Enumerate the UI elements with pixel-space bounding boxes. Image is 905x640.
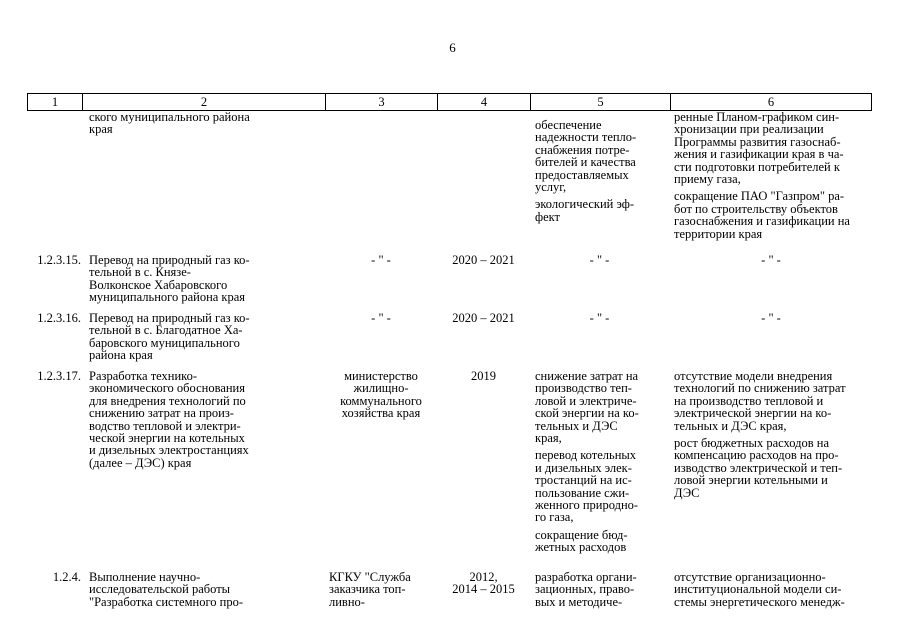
row-period: 2020 – 2021 <box>452 253 515 267</box>
header-col-6: 6 <box>767 95 775 109</box>
result-paragraph: сокращение бюд- жетных расходов <box>535 527 628 555</box>
row-period: 2020 – 2021 <box>452 311 515 325</box>
result-paragraph: перевод котельных и дизельных элек- тростанций на ис- пользование сжи- женного природно- го газа, <box>535 448 639 525</box>
row-name: Выполнение научно- исследовательской работы "Разработка системного про- <box>89 570 243 609</box>
row-executor: - " - <box>371 253 391 267</box>
header-col-1: 1 <box>28 94 83 110</box>
result-paragraph: - " - <box>589 253 610 267</box>
row-consequence <box>670 571 870 613</box>
table-row <box>27 254 870 304</box>
table-header <box>27 93 872 111</box>
header-col-2: 2 <box>83 94 326 110</box>
header-col-5: 5 <box>531 94 671 110</box>
result-paragraph: снижение затрат на производство теп- ловой и электриче- ской энергии на ко- тельных и ДЭС края, <box>535 369 639 446</box>
row-result <box>530 370 670 559</box>
row-executor: КГКУ "Служба заказчика топ- ливно- <box>329 570 411 609</box>
row-executor: - " - <box>371 311 391 325</box>
row-number: 1.2.3.17. <box>37 369 81 383</box>
row-executor: министерство жилищно- коммунального хозяйства края <box>340 369 422 421</box>
row-period: 2012, 2014 – 2015 <box>452 570 515 597</box>
consequence-paragraph: - " - <box>761 253 781 267</box>
row-name: Перевод на природный газ ко- тельной в с. Благодатное Ха- баровского муниципального района края <box>89 311 250 363</box>
row-period: 2019 <box>471 369 496 383</box>
row-consequence <box>670 254 870 271</box>
result-paragraph: разработка органи- зационных, право- вых и методиче- <box>535 570 637 609</box>
header-col-3: 3 <box>326 94 438 110</box>
table-row <box>27 111 870 245</box>
row-name: Перевод на природный газ ко- тельной в с. Князе- Волконское Хабаровского муниципального района края <box>89 253 250 305</box>
row-name: ского муниципального района края <box>89 110 250 137</box>
row-consequence <box>670 312 870 329</box>
row-number: 1.2.3.15. <box>37 253 81 267</box>
table-row <box>27 370 870 559</box>
consequence-paragraph: рост бюджетных расходов на компенсацию расходов на про- изводство электрической и теп- ловой энергии котельными и ДЭС <box>674 436 843 500</box>
consequence-paragraph: отсутствие модели внедрения технологий по снижению затрат на производство тепловой и электрической энергии на ко- тельных и ДЭС края, <box>674 369 846 433</box>
result-paragraph: экологический эф- фект <box>535 197 635 224</box>
header-col-4: 4 <box>438 94 531 110</box>
consequence-paragraph: - " - <box>761 311 781 325</box>
row-name: Разработка технико- экономического обоснования для внедрения технологий по снижению затрат на произ- водство тепловой и электри- ческой энергии на котельных и дизельных электростанциях (далее – ДЭС) края <box>89 369 249 470</box>
row-result <box>530 254 670 271</box>
row-result <box>530 571 670 613</box>
row-result <box>530 111 670 228</box>
row-number: 1.2.3.16. <box>37 311 81 325</box>
result-paragraph: - " - <box>589 311 610 325</box>
table-row <box>27 312 870 362</box>
table-row <box>27 571 870 613</box>
row-consequence <box>670 370 870 504</box>
row-result <box>530 312 670 329</box>
page-number: 6 <box>449 40 456 55</box>
consequence-paragraph: сокращение ПАО "Газпром" ра- бот по строительству объектов газоснабжения и газификации на территории края <box>674 189 850 241</box>
row-number: 1.2.4. <box>52 570 81 584</box>
result-paragraph: обеспечение надежности тепло- снабжения потре- бителей и качества предоставляемых услуг, <box>535 118 637 195</box>
consequence-paragraph: отсутствие организационно- институциональной модели си- стемы энергетического менедж- <box>674 570 845 609</box>
row-consequence <box>670 111 870 245</box>
consequence-paragraph: ренные Планом-графиком син- хронизации при реализации Программы развития газоснаб- жения и газификации края в ча- сти подготовки потребителей к приему газа, <box>674 110 844 187</box>
